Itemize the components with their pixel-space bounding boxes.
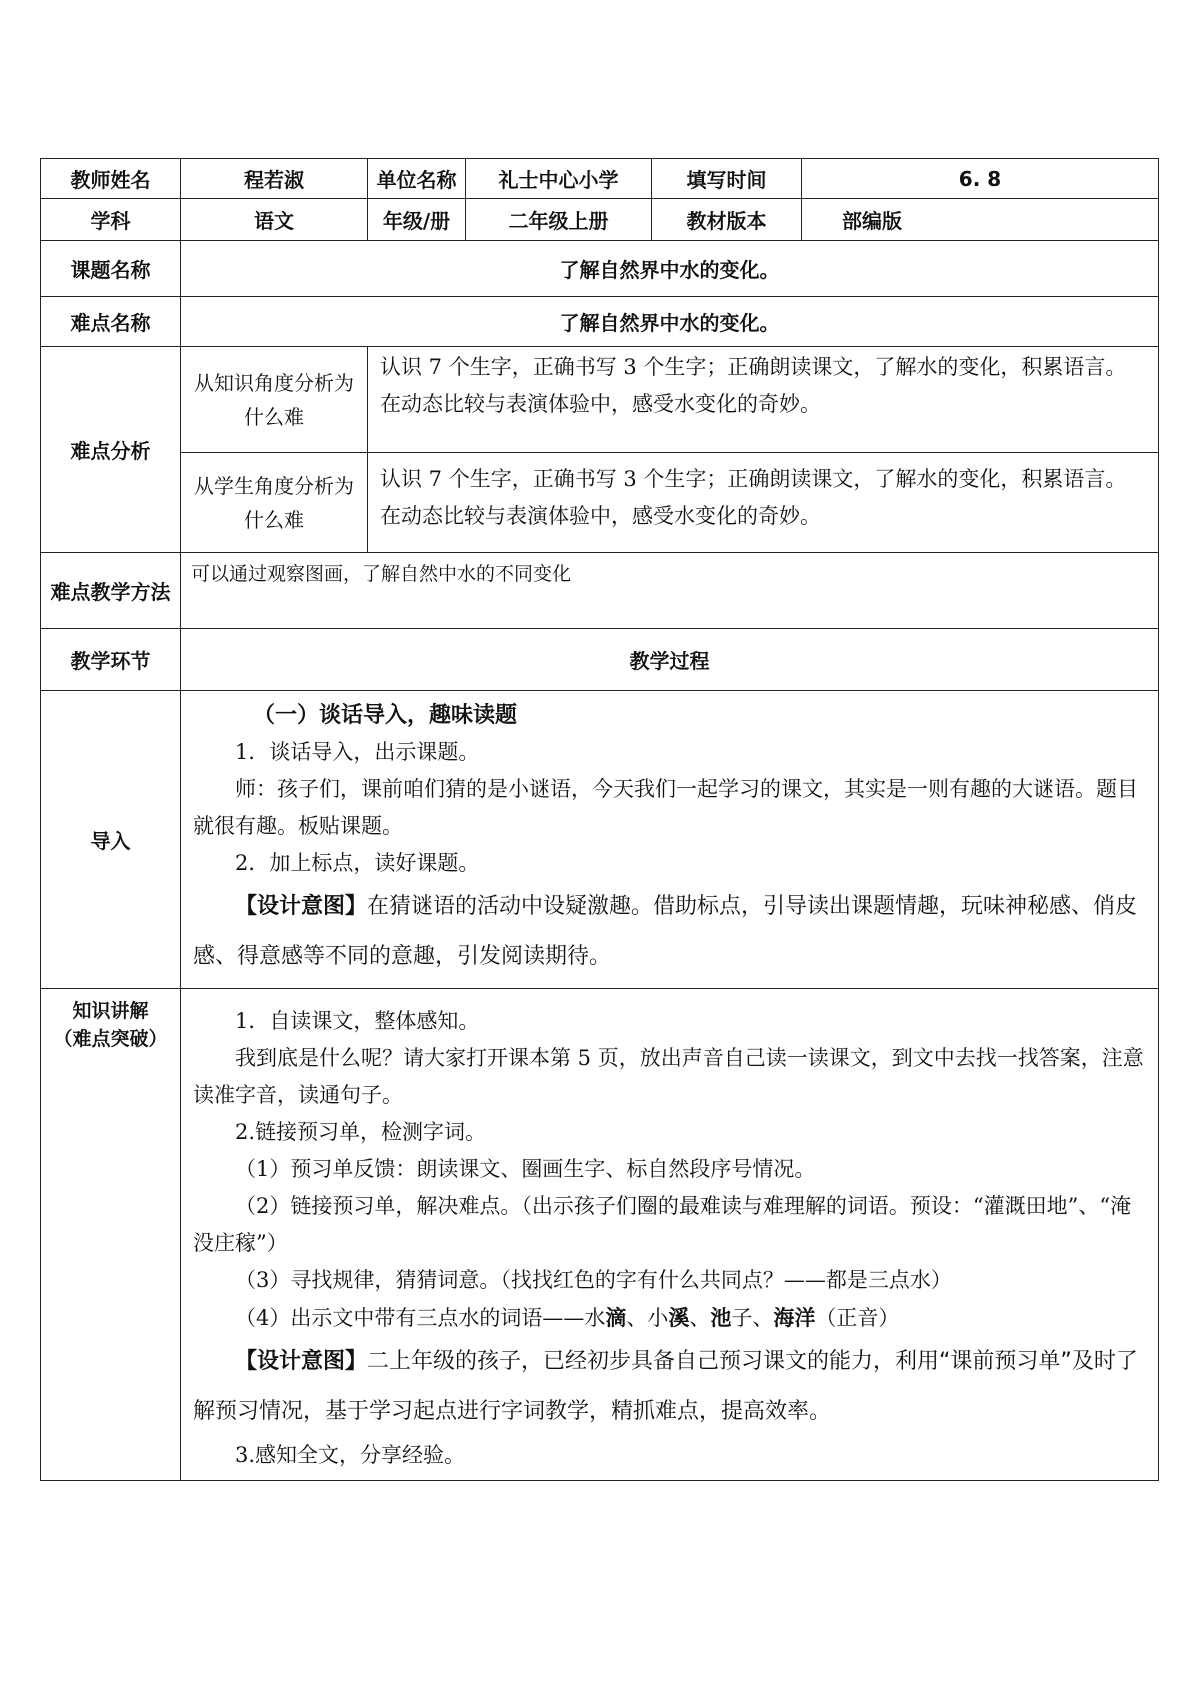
- unit-label: 单位名称: [368, 159, 466, 199]
- knowledge-line-8: 3.感知全文，分享经验。: [235, 1443, 466, 1467]
- process-header: 教学过程: [181, 629, 1159, 691]
- topic-row: [41, 241, 1159, 297]
- unit-value: 礼士中心小学: [466, 159, 652, 199]
- knowledge-label: [41, 989, 181, 1481]
- line-7-prefix: （4）出示文中带有三点水的词语——水: [235, 1306, 606, 1330]
- line-7-sep-2: 、: [689, 1306, 711, 1330]
- intro-line-2: 师：孩子们，课前咱们猜的是小谜语，今天我们一起学习的课文，其实是一则有趣的大谜语。题目就很有趣。板贴课题。: [193, 777, 1138, 838]
- knowledge-line-3: 2.链接预习单，检测字词。: [235, 1120, 487, 1144]
- topic-label: 课题名称: [41, 241, 181, 297]
- info-row-2: [41, 199, 1159, 241]
- method-value: 可以通过观察图画，了解自然中水的不同变化: [181, 553, 1159, 629]
- knowledge-content: [181, 989, 1159, 1481]
- knowledge-label-line-2: （难点突破）: [53, 1028, 168, 1050]
- lesson-plan-sheet: [40, 158, 1158, 1481]
- word-di: 滴: [605, 1305, 627, 1330]
- difficulty-row: [41, 297, 1159, 347]
- knowledge-design-intent: [193, 1337, 1148, 1437]
- knowledge-line-7: [193, 1299, 1148, 1337]
- intro-intent-label: 【设计意图】: [235, 894, 368, 919]
- intro-content: [181, 691, 1159, 989]
- line-7-sep-1: 、小: [626, 1306, 669, 1330]
- grade-label: 年级/册: [368, 199, 466, 241]
- subject-value: 语文: [181, 199, 368, 241]
- word-haiyang: 海洋: [773, 1305, 816, 1330]
- knowledge-intent-text: 二上年级的孩子，已经初步具备自己预习课文的能力，利用“课前预习单”及时了解预习情况，基于学习起点进行字词教学，精抓难点，提高效率。: [193, 1349, 1138, 1424]
- word-chi: 池: [710, 1305, 732, 1330]
- intro-line-1: 1．谈话导入，出示课题。: [235, 740, 480, 764]
- topic-value: 了解自然界中水的变化。: [181, 241, 1159, 297]
- lesson-plan-table: [40, 158, 1159, 1481]
- edition-value: 部编版: [802, 199, 1159, 241]
- intro-line-3: 2．加上标点，读好课题。: [235, 851, 480, 875]
- method-label: 难点教学方法: [41, 553, 181, 629]
- analysis-knowledge-row: [41, 347, 1159, 453]
- info-row-1: [41, 159, 1159, 199]
- method-row: [41, 553, 1159, 629]
- stage-header: 教学环节: [41, 629, 181, 691]
- knowledge-line-2: 我到底是什么呢？请大家打开课本第 5 页，放出声音自己读一读课文，到文中去找一找答案，注意读准字音，读通句子。: [193, 1046, 1144, 1107]
- intro-row: [41, 691, 1159, 989]
- intro-intent-text: 在猜谜语的活动中设疑激趣。借助标点，引导读出课题情趣，玩味神秘感、俏皮感、得意感等不同的意趣，引发阅读期待。: [193, 894, 1138, 969]
- knowledge-angle-label: [181, 347, 368, 453]
- knowledge-intent-label: 【设计意图】: [235, 1349, 368, 1374]
- intro-design-intent: [193, 882, 1148, 982]
- line-7-suffix: （正音）: [815, 1306, 900, 1330]
- knowledge-line-6: （3）寻找规律，猜猜词意。（找找红色的字有什么共同点？——都是三点水）: [235, 1268, 952, 1292]
- analysis-label: 难点分析: [41, 347, 181, 553]
- edition-label: 教材版本: [652, 199, 802, 241]
- student-angle-label: [181, 453, 368, 553]
- intro-label: 导入: [41, 691, 181, 989]
- knowledge-row: [41, 989, 1159, 1481]
- difficulty-value: 了解自然界中水的变化。: [181, 297, 1159, 347]
- knowledge-label-line-1: 知识讲解: [72, 1000, 149, 1022]
- teacher-value: 程若淑: [181, 159, 368, 199]
- student-angle-text: 从学生角度分析为什么难: [194, 473, 354, 532]
- knowledge-line-5: （2）链接预习单，解决难点。（出示孩子们圈的最难读与难理解的词语。预设：“灌溉田地”、“淹没庄稼”）: [193, 1194, 1132, 1255]
- word-xi: 溪: [668, 1305, 690, 1330]
- knowledge-angle-text: 从知识角度分析为什么难: [194, 370, 354, 429]
- grade-value: 二年级上册: [466, 199, 652, 241]
- difficulty-label: 难点名称: [41, 297, 181, 347]
- knowledge-line-4: （1）预习单反馈：朗读课文、圈画生字、标自然段序号情况。: [235, 1157, 816, 1181]
- date-value: 6. 8: [802, 159, 1159, 199]
- knowledge-angle-analysis: 认识 7 个生字，正确书写 3 个生字；正确朗读课文，了解水的变化，积累语言。在动态比较与表演体验中，感受水变化的奇妙。: [368, 347, 1159, 453]
- process-header-row: [41, 629, 1159, 691]
- line-7-sep-3: 子、: [731, 1306, 774, 1330]
- student-angle-analysis: 认识 7 个生字，正确书写 3 个生字；正确朗读课文，了解水的变化，积累语言。在动态比较与表演体验中，感受水变化的奇妙。: [368, 453, 1159, 553]
- knowledge-line-1: 1．自读课文，整体感知。: [235, 1009, 480, 1033]
- intro-section-title: （一）谈话导入，趣味读题: [253, 703, 518, 728]
- date-label: 填写时间: [652, 159, 802, 199]
- subject-label: 学科: [41, 199, 181, 241]
- teacher-label: 教师姓名: [41, 159, 181, 199]
- analysis-student-row: [41, 453, 1159, 553]
